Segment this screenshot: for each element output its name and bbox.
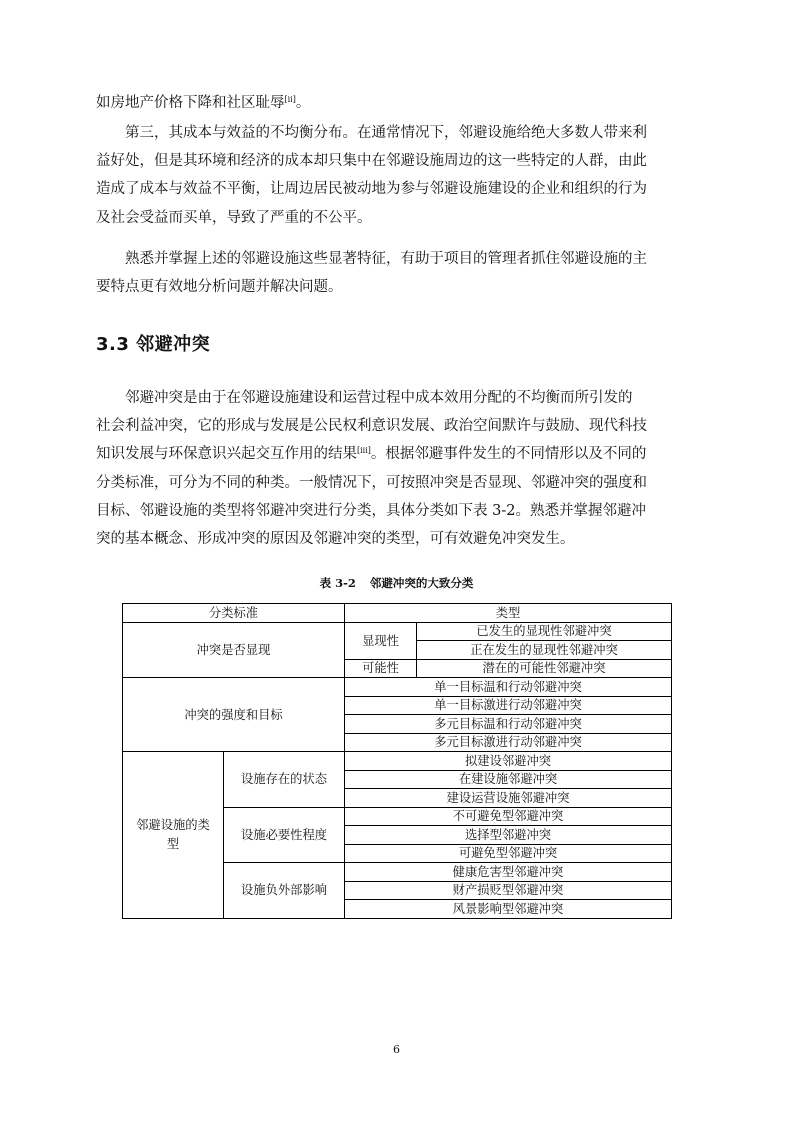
header-type: 类型 bbox=[345, 604, 672, 623]
text-line: 熟悉并掌握上述的邻避设施这些显著特征，有助于项目的管理者抓住邻避设施的主 bbox=[125, 251, 647, 267]
table-row bbox=[123, 752, 672, 771]
paragraph-nimby-conflict bbox=[96, 384, 696, 553]
text-line: 如房地产价格下降和社区耻辱[ii]。 bbox=[96, 95, 311, 111]
table-header-row bbox=[123, 604, 672, 623]
page-number: 6 bbox=[393, 1043, 400, 1056]
paragraph-summary bbox=[96, 245, 696, 301]
table-row bbox=[123, 622, 672, 641]
type-cell: 单一目标温和行动邻避冲突 bbox=[345, 678, 672, 697]
text-line: 益好处，但是其环境和经济的成本却只集中在邻避设施周边的这一些特定的人群，由此 bbox=[96, 153, 647, 170]
citation-ref[interactable]: [ii] bbox=[284, 95, 296, 104]
type-cell: 可避免型邻避冲突 bbox=[345, 844, 672, 863]
text-line: 知识发展与环保意识兴起交互作用的结果[iii]。根据邻避事件发生的不同情形以及不同的 bbox=[96, 446, 647, 463]
paragraph-cost-benefit bbox=[96, 119, 696, 232]
section-heading: 3.3 邻避冲突 bbox=[96, 334, 211, 355]
type-cell: 健康危害型邻避冲突 bbox=[345, 863, 672, 882]
group-label: 邻避设施的类型 bbox=[123, 752, 224, 919]
classification-table bbox=[122, 603, 672, 919]
type-cell: 风景影响型邻避冲突 bbox=[345, 900, 672, 919]
table-row bbox=[123, 678, 672, 697]
text-line: 造成了成本与效益不平衡，让周边居民被动地为参与邻避设施建设的企业和组织的行为 bbox=[96, 181, 647, 198]
type-cell: 不可避免型邻避冲突 bbox=[345, 807, 672, 826]
text-line: 及社会受益而买单，导致了严重的不公平。 bbox=[96, 209, 372, 226]
subgroup-label: 设施存在的状态 bbox=[224, 752, 345, 808]
subgroup-label: 显现性 bbox=[345, 622, 417, 659]
type-cell: 正在发生的显现性邻避冲突 bbox=[417, 641, 672, 660]
type-cell: 拟建设邻避冲突 bbox=[345, 752, 672, 771]
table-number: 表 3-2 bbox=[319, 576, 356, 590]
type-cell: 建设运营设施邻避冲突 bbox=[345, 789, 672, 808]
subgroup-label: 设施必要性程度 bbox=[224, 807, 345, 863]
paragraph-continuation bbox=[96, 89, 696, 117]
text-line: 社会利益冲突，它的形成与发展是公民权利意识发展、政治空间默许与鼓励、现代科技 bbox=[96, 418, 647, 435]
type-cell: 单一目标激进行动邻避冲突 bbox=[345, 696, 672, 715]
text-line: 第三，其成本与效益的不均衡分布。在通常情况下，邻避设施给绝大多数人带来利 bbox=[125, 125, 647, 141]
citation-ref[interactable]: [iii] bbox=[357, 446, 371, 456]
text-line: 分类标准，可分为不同的种类。一般情况下，可按照冲突是否显现、邻避冲突的强度和 bbox=[96, 474, 647, 491]
subgroup-label: 可能性 bbox=[345, 659, 417, 678]
text-line: 目标、邻避设施的类型将邻避冲突进行分类，具体分类如下表 3-2。熟悉并掌握邻避冲 bbox=[96, 502, 646, 519]
type-cell: 潜在的可能性邻避冲突 bbox=[417, 659, 672, 678]
subgroup-label: 设施负外部影响 bbox=[224, 863, 345, 919]
type-cell: 财产损贬型邻避冲突 bbox=[345, 881, 672, 900]
group-label: 冲突的强度和目标 bbox=[123, 678, 345, 752]
type-cell: 多元目标激进行动邻避冲突 bbox=[345, 733, 672, 752]
text-line: 邻避冲突是由于在邻避设施建设和运营过程中成本效用分配的不均衡而所引发的 bbox=[125, 390, 633, 406]
table-caption bbox=[0, 575, 793, 591]
type-cell: 已发生的显现性邻避冲突 bbox=[417, 622, 672, 641]
group-label: 冲突是否显现 bbox=[123, 622, 345, 678]
type-cell: 在建设施邻避冲突 bbox=[345, 770, 672, 789]
type-cell: 选择型邻避冲突 bbox=[345, 826, 672, 845]
table-title: 邻避冲突的大致分类 bbox=[369, 576, 474, 590]
header-criteria: 分类标准 bbox=[123, 604, 345, 623]
text-line: 突的基本概念、形成冲突的原因及邻避冲突的类型，可有效避免冲突发生。 bbox=[96, 531, 575, 548]
text-line: 要特点更有效地分析问题并解决问题。 bbox=[96, 279, 343, 296]
type-cell: 多元目标温和行动邻避冲突 bbox=[345, 715, 672, 734]
